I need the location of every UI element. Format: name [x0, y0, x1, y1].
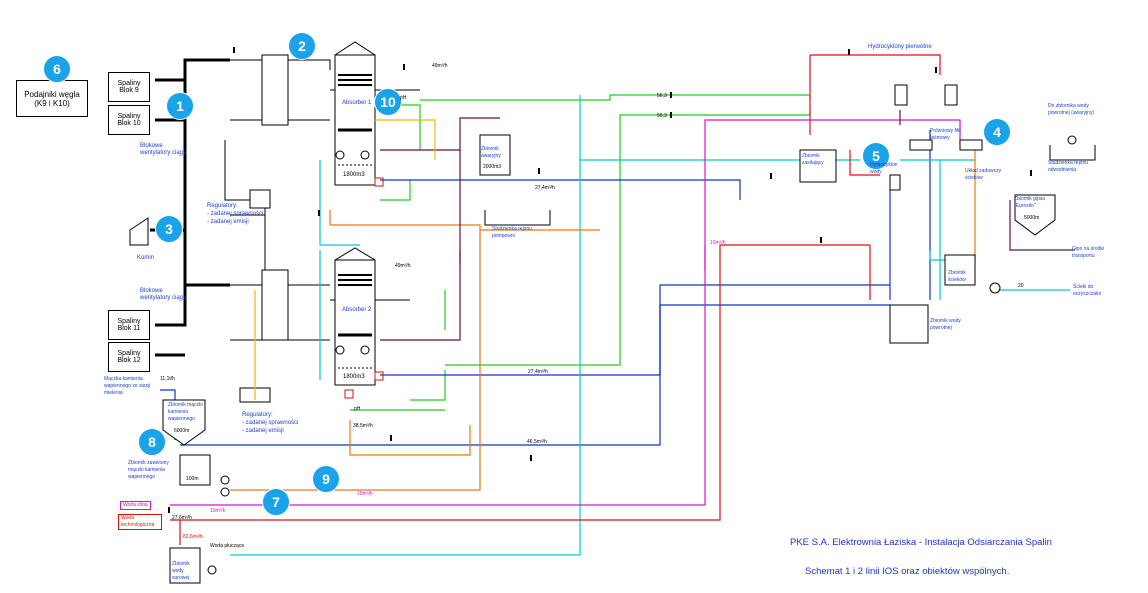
badge-7: 7 — [262, 488, 290, 516]
badge-8: 8 — [138, 428, 166, 456]
fans-label-top: Blokowe wentylatory ciągu — [140, 143, 187, 156]
flow-10-zlina: 10m³/h — [357, 491, 373, 497]
wastewater-dosing-label: Układ zadawczy ścieków — [965, 168, 1002, 181]
emergency-tank-volume: 2000m3 — [483, 164, 502, 170]
coal-feeders-line1: Podajniki węgla — [24, 89, 80, 99]
limestone-slurry-tank-label: Zbiornik zawiesiny mączki kamienia wapiennego — [128, 460, 169, 480]
studzienki — [485, 145, 1095, 225]
tag — [403, 64, 405, 70]
regulators-1-efficiency: - zadanej sprawności — [207, 211, 264, 217]
flue-gas-block-9 — [108, 72, 150, 102]
flow-826: 82,6m³/h — [183, 534, 203, 540]
regulators-2-efficiency: - zadanej sprawności — [242, 420, 299, 426]
flow-563-bottom: 56,3 — [657, 113, 667, 119]
absorber-2-label: Absorber 2 — [342, 307, 372, 313]
tag — [390, 435, 392, 441]
emergency-tank-label: Zbiornik awaryjny — [481, 146, 501, 159]
flow-limestone: 11,1t/h — [160, 376, 175, 382]
flushing-water-label: Woda płuczące — [210, 543, 245, 549]
ph-top: pH — [400, 95, 407, 101]
limestone-slurry-volume: 100m — [186, 476, 199, 482]
tag — [1030, 170, 1032, 176]
drain-sump-label: Studzienka rejonu odwodnienia — [1048, 160, 1089, 173]
flow-274-top: 27,4m³/h — [535, 185, 555, 191]
fans-label-bottom: Blokowe wentylatory ciągu — [140, 288, 187, 301]
block-number: Blok 11 — [117, 325, 141, 332]
flue-gas-block-11 — [108, 310, 150, 340]
raw-water-tank-label: Zbiornik wody surowej — [172, 561, 190, 581]
gypsum-silo-label: Zbiornik gipsu "Eurosilo" — [1014, 196, 1046, 209]
absorber-1-volume: 1800m3 — [343, 172, 365, 178]
wastewater-tank-label: Zbiornik ścieków — [948, 270, 966, 283]
block-label: Spaliny — [117, 113, 141, 120]
coal-feeders-box — [16, 80, 88, 117]
wastewater-outlet-label: Ścieki do oczyszczalni — [1073, 284, 1102, 297]
tag — [935, 67, 937, 73]
water-hydrocyclone-label: Hydrocyklon wody — [870, 162, 898, 175]
tag — [820, 237, 822, 243]
flow-20: 20 — [1018, 283, 1024, 289]
flow-274-bottom: 27,4m³/h — [528, 369, 548, 375]
flow-10-inlet: 10m³/h — [210, 508, 226, 514]
feed-tank-label: Zbiornik zasilający — [802, 153, 824, 166]
absorber-2 — [335, 248, 375, 385]
badge-10: 10 — [374, 88, 402, 116]
to-return-water-label: Do zbiornika wody powrotnej (awaryjny) — [1048, 103, 1095, 116]
primary-hydrocyclones-label: Hydrocyklony pierwotne — [868, 44, 932, 50]
belt-filter-label: Próżniowy filtr taśmowy — [930, 128, 962, 141]
tag — [670, 112, 672, 118]
tanks — [163, 135, 1055, 583]
flow-49-top: 49m³/h — [432, 63, 448, 69]
gypsum-silo-volume: 5000m — [1024, 215, 1040, 221]
flow-10-magenta: 10m³/h — [710, 240, 726, 246]
badge-5: 5 — [862, 142, 890, 170]
tag — [770, 173, 772, 179]
badge-4: 4 — [983, 118, 1011, 146]
tag — [670, 92, 672, 98]
regulators-1-title: Regulatory: — [207, 203, 238, 209]
regulators-1-emission: - zadanej emisji — [207, 219, 249, 225]
tag — [168, 507, 170, 513]
flow-276: 27,6m³/h — [172, 515, 192, 521]
block-number: Blok 9 — [119, 87, 139, 94]
tag — [318, 210, 320, 216]
coal-feeders-line2: (K9 i K10) — [34, 98, 70, 108]
heat-exchangers — [240, 55, 288, 402]
komin-structure — [130, 218, 148, 245]
block-number: Blok 10 — [117, 120, 141, 127]
flue-gas-block-12 — [108, 342, 150, 372]
block-label: Spaliny — [117, 318, 141, 325]
badge-9: 9 — [312, 465, 340, 493]
diagram-subtitle: Schemat 1 i 2 linii IOS oraz obiektów wspólnych. — [805, 566, 1010, 577]
return-water-tank-label: Zbiornik wody powrotnej — [930, 318, 961, 331]
woda-zlina-label: Woda zlina — [120, 501, 151, 510]
limestone-source-label: Mączka kamienia wapiennego ze stacji mielenia — [104, 376, 151, 396]
badge-3: 3 — [155, 215, 183, 243]
block-label: Spaliny — [117, 350, 141, 357]
flow-385: 38,5m³/h — [353, 423, 373, 429]
absorber-1 — [335, 42, 375, 185]
diagram-title: PKE S.A. Elektrownia Łaziska - Instalacja Odsiarczania Spalin — [790, 537, 1052, 548]
flow-49-bottom: 49m³/h — [395, 263, 411, 269]
flue-gas-block-10 — [108, 105, 150, 135]
block-number: Blok 12 — [117, 357, 141, 364]
flow-465: 46,5m³/h — [527, 439, 547, 445]
pump-sump-label: Studzienka rejonu pompowni — [492, 226, 533, 239]
limestone-silo-volume: 6000m — [174, 428, 190, 434]
process-water-label: Woda technologiczna — [118, 514, 162, 530]
badge-2: 2 — [288, 32, 316, 60]
regulators-2-title: Regulatory: — [242, 412, 273, 418]
absorber-1-label: Absorber 1 — [342, 100, 372, 106]
badge-6: 6 — [43, 55, 71, 83]
tag — [233, 47, 235, 53]
gypsum-transport-label: Gips na środki transportu — [1072, 246, 1104, 259]
regulators-2-emission: - zadanej emisji — [242, 428, 284, 434]
ph-bottom: pH — [354, 406, 361, 412]
block-label: Spaliny — [117, 80, 141, 87]
badge-1: 1 — [166, 92, 194, 120]
chimney-label: Komin — [137, 255, 155, 261]
tag — [848, 49, 850, 55]
tag — [538, 168, 540, 174]
absorber-2-volume: 1800m3 — [343, 374, 365, 380]
tag — [530, 455, 532, 461]
flow-563-top: 56,3 — [657, 93, 667, 99]
limestone-silo-label: Zbiornik mączki kamienia wapiennego — [168, 402, 203, 422]
